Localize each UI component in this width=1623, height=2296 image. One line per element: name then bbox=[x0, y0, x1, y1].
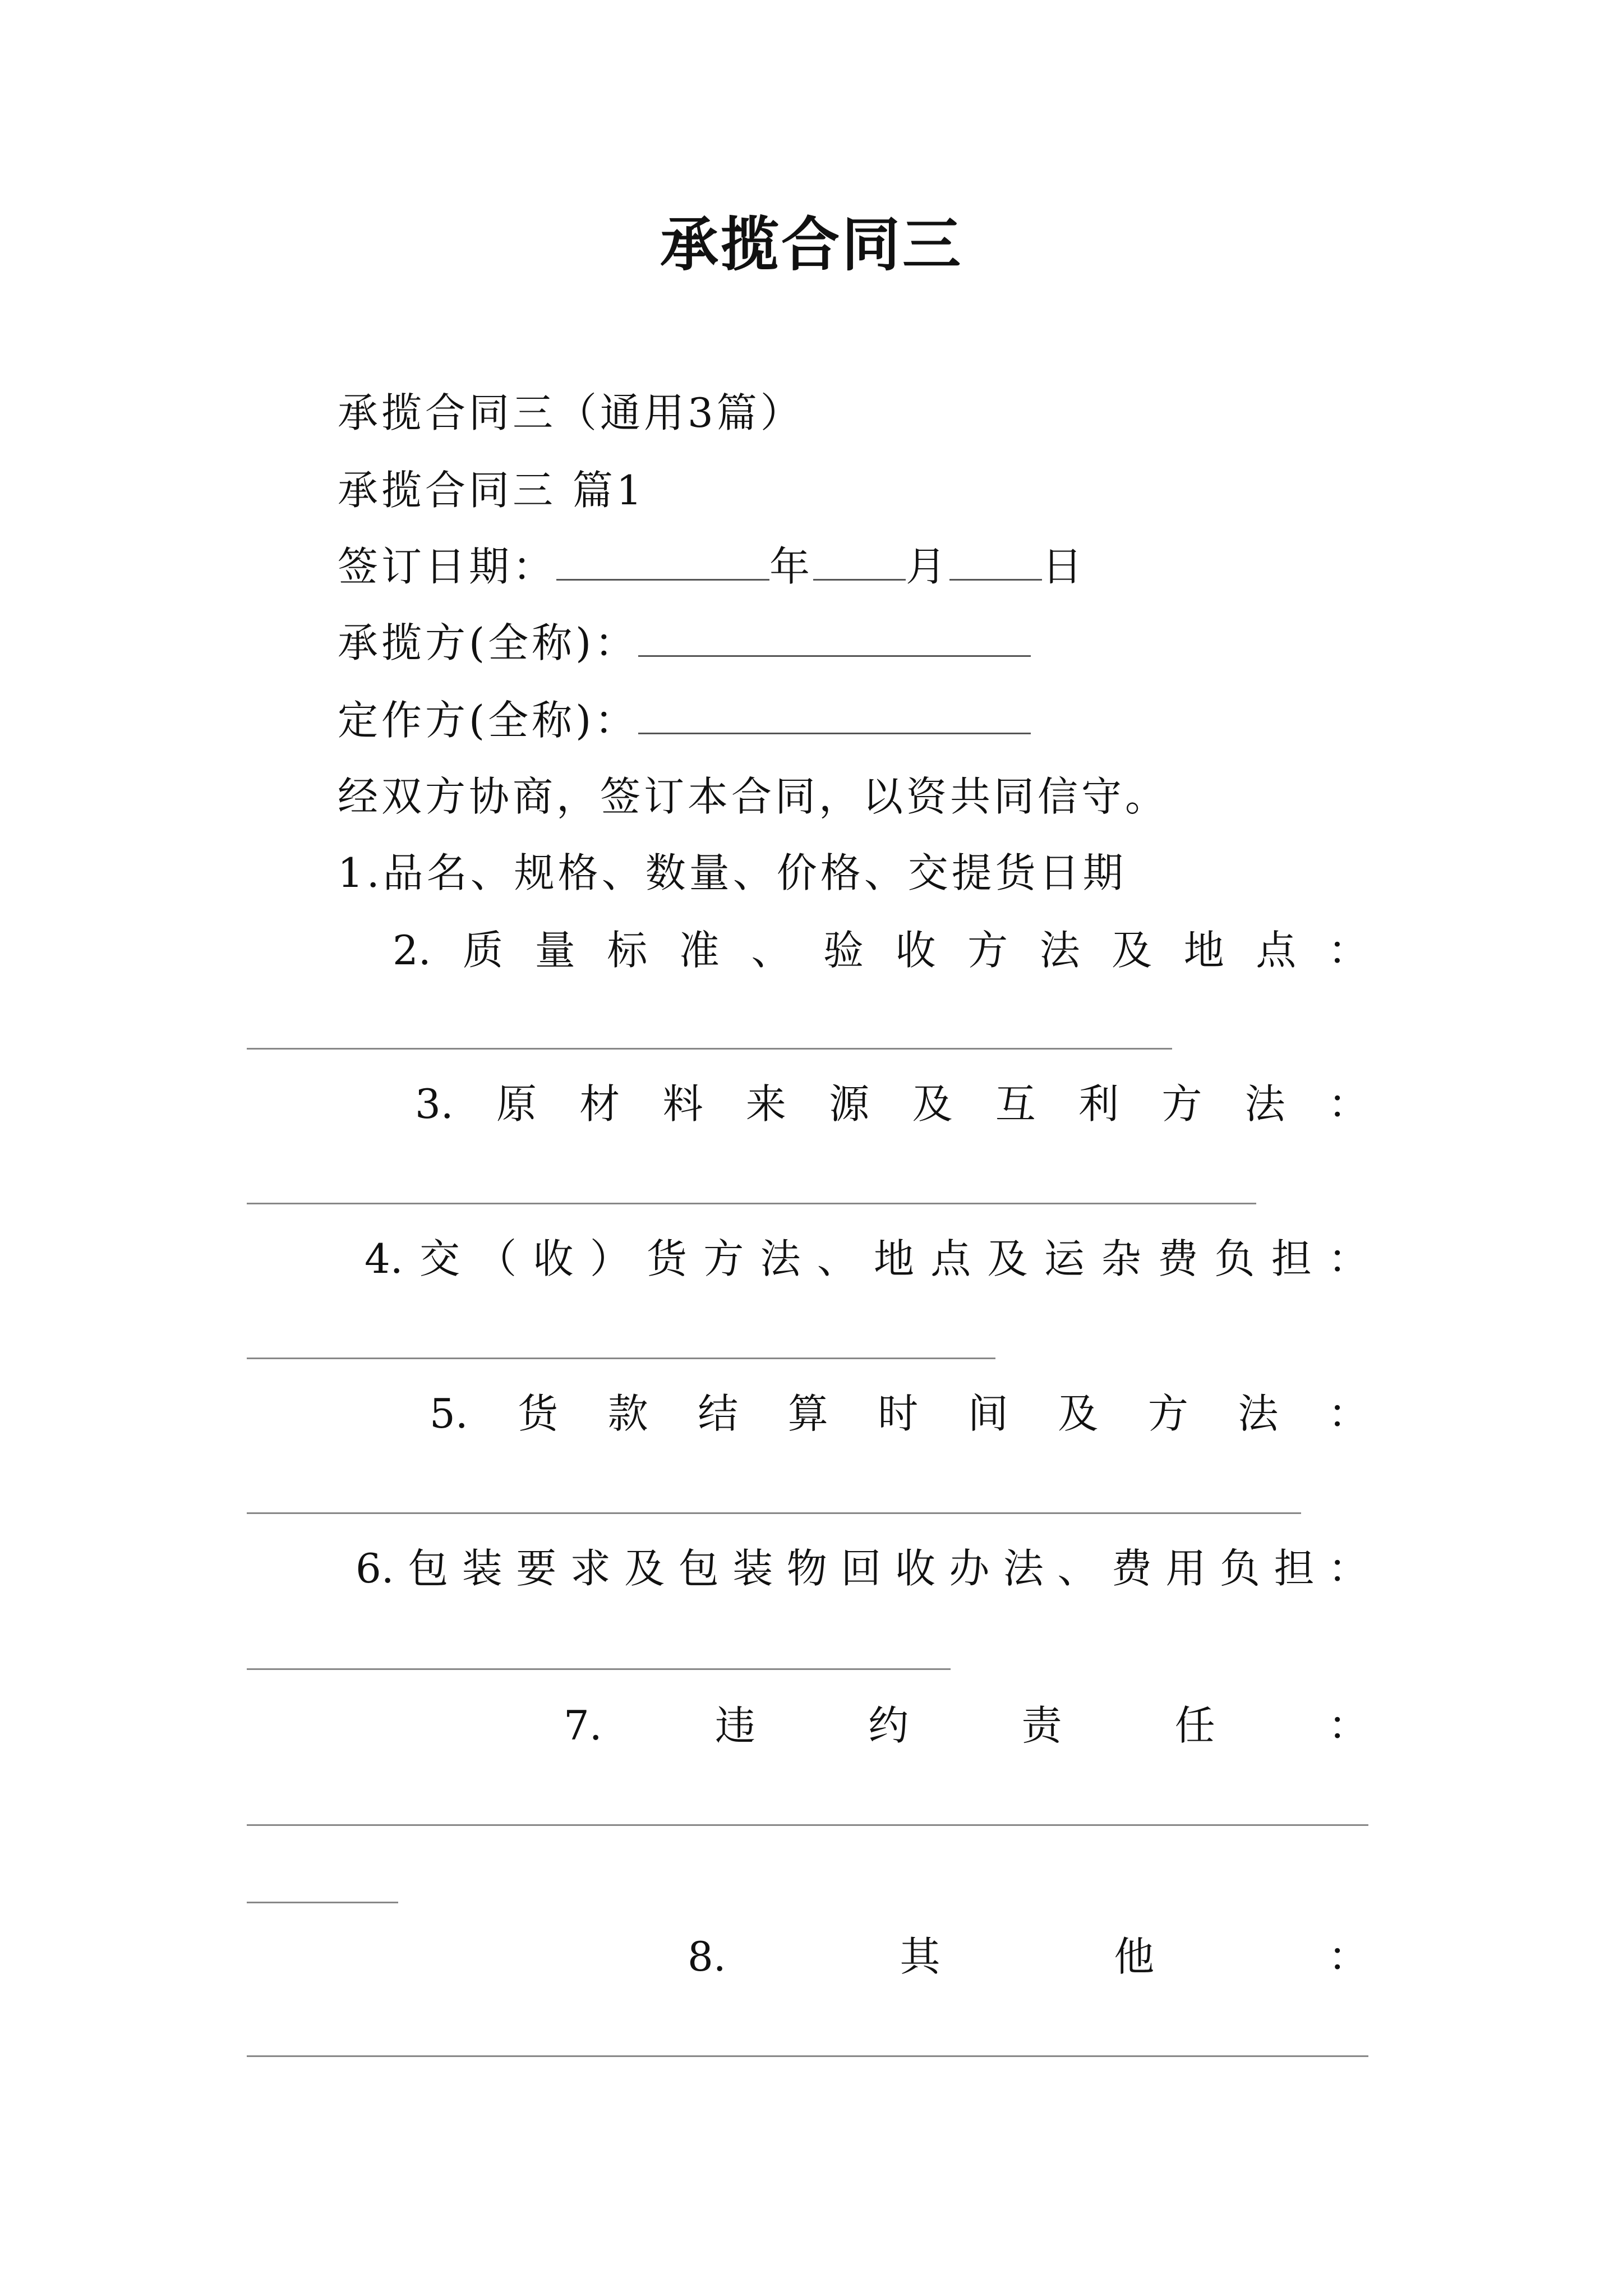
clause-5-char: ： bbox=[1327, 1390, 1368, 1437]
clause-4-char: 法 bbox=[760, 1235, 801, 1282]
clause-7-blank-cont bbox=[247, 1902, 398, 1903]
clause-2-char: 及 bbox=[1112, 927, 1152, 974]
subtitle-general: 承揽合同三（通用3篇） bbox=[338, 389, 804, 436]
clause-2-char: 法 bbox=[1039, 927, 1080, 974]
clause-5-char: 款 bbox=[607, 1390, 648, 1437]
clause-4-char: 收 bbox=[533, 1235, 574, 1282]
clause-7 bbox=[564, 1702, 1368, 1749]
date-blank bbox=[556, 573, 769, 581]
clause-3-char: 料 bbox=[662, 1080, 703, 1128]
clause-4-blank bbox=[247, 1358, 995, 1359]
clause-2-char: 地 bbox=[1183, 927, 1224, 974]
clause-3-char: 利 bbox=[1078, 1080, 1119, 1128]
clause-5-blank bbox=[247, 1512, 1301, 1514]
clause-3-char: 方 bbox=[1161, 1080, 1202, 1128]
clause-2-char: 2. bbox=[393, 927, 431, 974]
clause-6-char: 要 bbox=[516, 1545, 557, 1592]
clause-6-char: 用 bbox=[1165, 1545, 1206, 1592]
subtitle-part1: 承揽合同三 篇1 bbox=[338, 467, 645, 514]
clause-4-char: 杂 bbox=[1100, 1235, 1141, 1282]
clause-4-char: ） bbox=[589, 1235, 630, 1282]
clause-3-char: 3. bbox=[415, 1080, 454, 1128]
clause-1: 1.品名、规格、数量、价格、交提货日期 bbox=[338, 849, 1127, 896]
clause-2-char: 准 bbox=[679, 927, 720, 974]
clause-6-char: 包 bbox=[408, 1545, 449, 1592]
contractor-line bbox=[338, 619, 1031, 666]
orderer-blank bbox=[638, 727, 1031, 734]
clause-5-char: 结 bbox=[698, 1390, 739, 1437]
clause-4-char: 运 bbox=[1044, 1235, 1085, 1282]
orderer-label: 定作方(全称)： bbox=[338, 697, 639, 744]
clause-5-char: 及 bbox=[1058, 1390, 1099, 1437]
clause-4-char: 、 bbox=[817, 1235, 857, 1282]
sign-date-label: 签订日期： bbox=[338, 543, 557, 590]
clause-8-char: 8. bbox=[688, 1933, 726, 1980]
clause-4 bbox=[365, 1235, 1368, 1282]
clause-3-char: 源 bbox=[829, 1080, 870, 1128]
clause-6-char: 、 bbox=[1057, 1545, 1098, 1592]
clause-3-char: 原 bbox=[496, 1080, 537, 1128]
year-label: 年 bbox=[769, 543, 814, 590]
sign-date-line bbox=[338, 543, 1086, 590]
clause-3-char: ： bbox=[1327, 1080, 1368, 1128]
month-blank bbox=[813, 573, 906, 581]
clause-2-char: 、 bbox=[751, 927, 792, 974]
clause-2-char: 质 bbox=[463, 927, 504, 974]
clause-2-char: 收 bbox=[895, 927, 936, 974]
clause-3 bbox=[415, 1080, 1368, 1128]
clause-6-char: ： bbox=[1327, 1545, 1368, 1592]
clause-6-char: 装 bbox=[732, 1545, 773, 1592]
clause-2 bbox=[393, 927, 1368, 974]
clause-7-blank bbox=[247, 1824, 1368, 1826]
clause-7-char: 任 bbox=[1174, 1702, 1215, 1749]
clause-2-char: 点 bbox=[1256, 927, 1297, 974]
clause-3-char: 及 bbox=[912, 1080, 953, 1128]
clause-7-char: ： bbox=[1327, 1702, 1368, 1749]
clause-2-char: 标 bbox=[607, 927, 648, 974]
clause-6-char: 包 bbox=[678, 1545, 719, 1592]
clause-8-blank bbox=[247, 2055, 1368, 2057]
clause-4-char: 费 bbox=[1158, 1235, 1198, 1282]
clause-4-char: 4. bbox=[365, 1235, 403, 1282]
clause-6-char: 装 bbox=[462, 1545, 502, 1592]
clause-6-char: 费 bbox=[1111, 1545, 1152, 1592]
clause-6-char: 负 bbox=[1219, 1545, 1260, 1592]
agreement-statement: 经双方协商，签订本合同，以资共同信守。 bbox=[338, 773, 1169, 820]
clause-4-char: ： bbox=[1327, 1235, 1368, 1282]
clause-6-char: 及 bbox=[624, 1545, 665, 1592]
month-label: 月 bbox=[906, 543, 950, 590]
clause-4-char: 负 bbox=[1214, 1235, 1255, 1282]
clause-6-blank bbox=[247, 1668, 951, 1670]
clause-8 bbox=[688, 1933, 1368, 1980]
clause-6-char: 求 bbox=[570, 1545, 611, 1592]
clause-4-char: 地 bbox=[873, 1235, 914, 1282]
clause-3-char: 互 bbox=[995, 1080, 1036, 1128]
clause-4-char: 担 bbox=[1271, 1235, 1312, 1282]
clause-6-char: 担 bbox=[1274, 1545, 1315, 1592]
day-label: 日 bbox=[1042, 543, 1086, 590]
clause-6-char: 法 bbox=[1003, 1545, 1044, 1592]
clause-3-blank bbox=[247, 1203, 1256, 1204]
clause-5-char: 法 bbox=[1238, 1390, 1279, 1437]
clause-7-char: 7. bbox=[564, 1702, 602, 1749]
contractor-label: 承揽方(全称)： bbox=[338, 619, 639, 666]
contractor-blank bbox=[638, 650, 1031, 657]
clause-6-char: 物 bbox=[786, 1545, 827, 1592]
clause-3-char: 法 bbox=[1244, 1080, 1285, 1128]
clause-7-char: 责 bbox=[1021, 1702, 1062, 1749]
clause-5-char: 5. bbox=[430, 1390, 468, 1437]
clause-7-char: 违 bbox=[714, 1702, 755, 1749]
clause-6-char: 办 bbox=[949, 1545, 990, 1592]
clause-4-char: 方 bbox=[703, 1235, 744, 1282]
clause-4-char: 交 bbox=[419, 1235, 460, 1282]
clause-3-char: 来 bbox=[745, 1080, 786, 1128]
clause-4-char: 货 bbox=[646, 1235, 687, 1282]
clause-2-char: 方 bbox=[967, 927, 1008, 974]
clause-6 bbox=[356, 1545, 1368, 1592]
clause-4-char: （ bbox=[476, 1235, 517, 1282]
orderer-line bbox=[338, 697, 1031, 744]
clause-6-char: 收 bbox=[895, 1545, 935, 1592]
clause-3-char: 材 bbox=[579, 1080, 620, 1128]
clause-7-char: 约 bbox=[868, 1702, 909, 1749]
clause-5-char: 时 bbox=[878, 1390, 919, 1437]
clause-2-char: ： bbox=[1327, 927, 1368, 974]
clause-2-blank bbox=[247, 1048, 1172, 1050]
clause-8-char: 他 bbox=[1114, 1933, 1155, 1980]
clause-4-char: 点 bbox=[930, 1235, 971, 1282]
clause-6-char: 回 bbox=[841, 1545, 882, 1592]
clause-5-char: 方 bbox=[1147, 1390, 1188, 1437]
clause-8-char: ： bbox=[1327, 1933, 1368, 1980]
clause-5-char: 货 bbox=[518, 1390, 559, 1437]
clause-5-char: 间 bbox=[967, 1390, 1008, 1437]
clause-2-char: 验 bbox=[823, 927, 864, 974]
clause-2-char: 量 bbox=[534, 927, 575, 974]
day-blank bbox=[949, 573, 1042, 581]
clause-5 bbox=[430, 1390, 1368, 1437]
clause-5-char: 算 bbox=[787, 1390, 828, 1437]
document-title: 承揽合同三 bbox=[660, 210, 963, 279]
clause-4-char: 及 bbox=[987, 1235, 1028, 1282]
clause-6-char: 6. bbox=[356, 1545, 394, 1592]
clause-8-char: 其 bbox=[900, 1933, 940, 1980]
